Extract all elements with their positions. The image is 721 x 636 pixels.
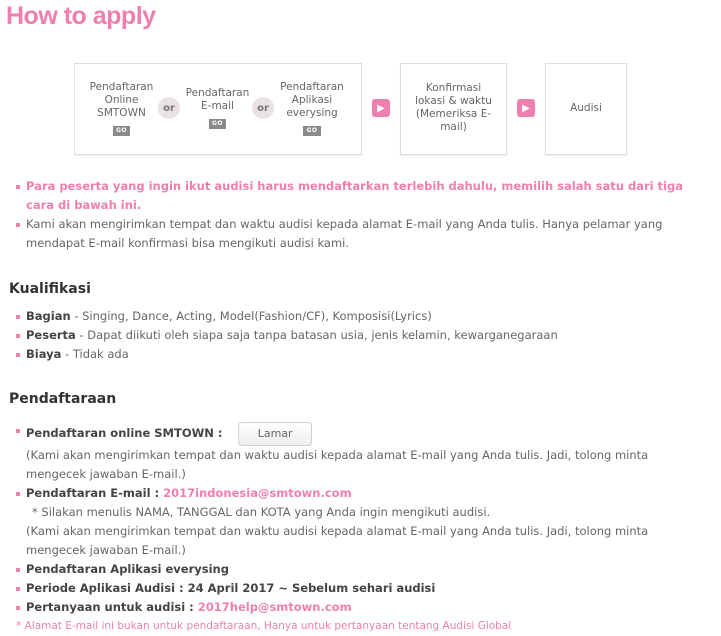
email-note: (Kami akan mengirimkan tempat dan waktu audisi kepada alamat E-mail yang Anda tulis. Jadi, tolong minta mengecek jawaban E-mail.) [26,523,649,557]
list-item: Bagian - Singing, Dance, Acting, Model(Fashion/CF), Komposisi(Lyrics) [16,307,706,326]
or-separator: or [252,97,274,119]
kualifikasi-heading: Kualifikasi [9,281,91,297]
intro-highlight: Para peserta yang ingin ikut audisi harus mendaftarkan terlebih dahulu, memilih salah satu dari tiga cara di bawah ini. [16,177,706,215]
list-item: Pendaftaran E-mail : 2017indonesia@smtown.com [16,484,706,503]
step-everysing: Pendaftaran Aplikasi everysing GO [280,80,344,134]
kualifikasi-list [16,307,706,364]
list-item: Pendaftaran online SMTOWN : Lamar [16,421,706,446]
step-audisi: Audisi [570,101,602,114]
page-title: How to apply [6,2,156,30]
list-item: Peserta - Dapat diikuti oleh siapa saja tanpa batasan usia, jenis kelamin, kewarganegaraan [16,326,706,345]
go-button-online[interactable]: GO [113,126,130,136]
application-flow [74,63,634,155]
email-note: * Silakan menulis NAMA, TANGGAL dan KOTA yang Anda ingin mengikuti audisi. [32,504,491,519]
intro-note: Kami akan mengirimkan tempat dan waktu audisi kepada alamat E-mail yang Anda tulis. Hanya pelamar yang mendapat E-mail konfirmasi bisa mengikuti audisi kami. [16,215,706,253]
chevron-right-icon: ▶ [372,99,390,117]
go-button-everysing[interactable]: GO [303,126,320,136]
chevron-right-icon: ▶ [517,99,535,117]
go-button-email[interactable]: GO [209,119,226,129]
list-item: Periode Aplikasi Audisi : 24 April 2017 ~ Sebelum sehari audisi [16,579,706,598]
apply-button[interactable]: Lamar [238,422,312,446]
pendaftaraan-heading: Pendaftaraan [9,391,117,407]
step-online-smtown: Pendaftaran Online SMTOWN GO [89,80,154,134]
intro-section [16,177,706,253]
footnote: * Alamat E-mail ini bukan untuk pendaftaraan, Hanya untuk pertanyaan tentang Audisi Global [16,619,512,632]
email-link[interactable]: 2017indonesia@smtown.com [163,485,352,500]
list-item: Biaya - Tidak ada [16,345,706,364]
step-confirmation: Konfirmasi lokasi & waktu (Memeriksa E-mail) [415,82,492,133]
pendaftaraan-list [16,421,706,636]
list-item: Pendaftaran Aplikasi everysing [16,560,706,579]
or-separator: or [158,97,180,119]
online-note: (Kami akan mengirimkan tempat dan waktu audisi kepada alamat E-mail yang Anda tulis. Jadi, tolong minta mengecek jawaban E-mail.) [26,447,649,481]
list-item: Pertanyaan untuk audisi : 2017help@smtown.com [16,598,706,617]
step-email: Pendaftaran E-mail GO [185,87,250,127]
question-email-link[interactable]: 2017help@smtown.com [197,599,352,614]
